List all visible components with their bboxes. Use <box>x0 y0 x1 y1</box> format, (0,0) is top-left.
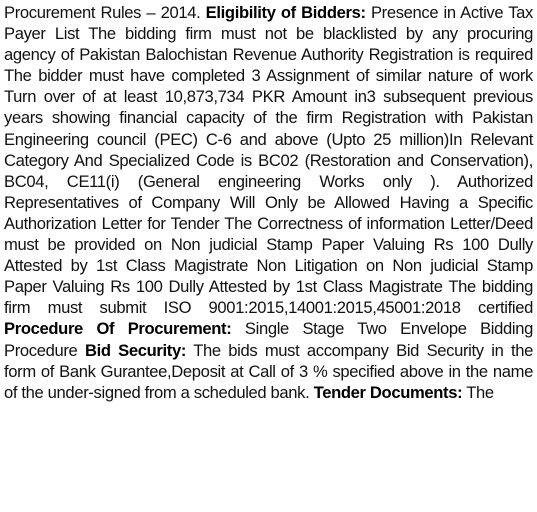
heading-procedure-of-procurement: Procedure Of Procurement: <box>4 319 232 339</box>
tender-documents-text: The <box>462 382 494 402</box>
tender-notice-paragraph <box>4 2 533 403</box>
heading-eligibility-of-bidders: Eligibility of Bidders: <box>205 3 366 22</box>
procedure-text: Single Stage Two Envelope Bidding Procedure <box>4 319 533 360</box>
heading-tender-documents: Tender Documents: <box>313 382 463 402</box>
eligibility-requirements-text: Presence in Active Tax Payer List The bidding firm must not be blacklisted by any procuring agency of Pakistan Balochistan Revenue Authority Registration is required The bidder must have completed 3 Assignment of similar nature of work Turn over of at least 10,873,734 PKR Amount in3 subsequent previous years showing financial capacity of the firm Registration with Pakistan Engineering council (PEC) C-6 and above (Upto 25 million)In Relevant Category And Specialized Code is BC02 (Restoration and Conservation), BC04, CE11(i) (General engineering Works only ). Authorized Representatives of Company Will Only be Allowed Having a Specific Authorization Letter for Tender The Correctness of information Letter/Deed must be provided on Non judicial Stamp Paper Valuing Rs 100 Dully Attested by 1st Class Magistrate Non Litigation on Non judicial Stamp Paper Valuing Rs 100 Dully Attested by 1st Class Magistrate The bidding firm must submit ISO 9001:2015,14001:2015,45001:2018 certified <box>4 3 534 318</box>
bid-security-text: The bids must accompany Bid Security in the form of Bank Gurantee,Deposit at Call of 3 % specified above in the name of the under-signed from a scheduled bank. <box>4 340 533 402</box>
notice-text-intro: Procurement Rules – 2014. <box>4 3 206 22</box>
heading-bid-security: Bid Security: <box>84 340 186 360</box>
